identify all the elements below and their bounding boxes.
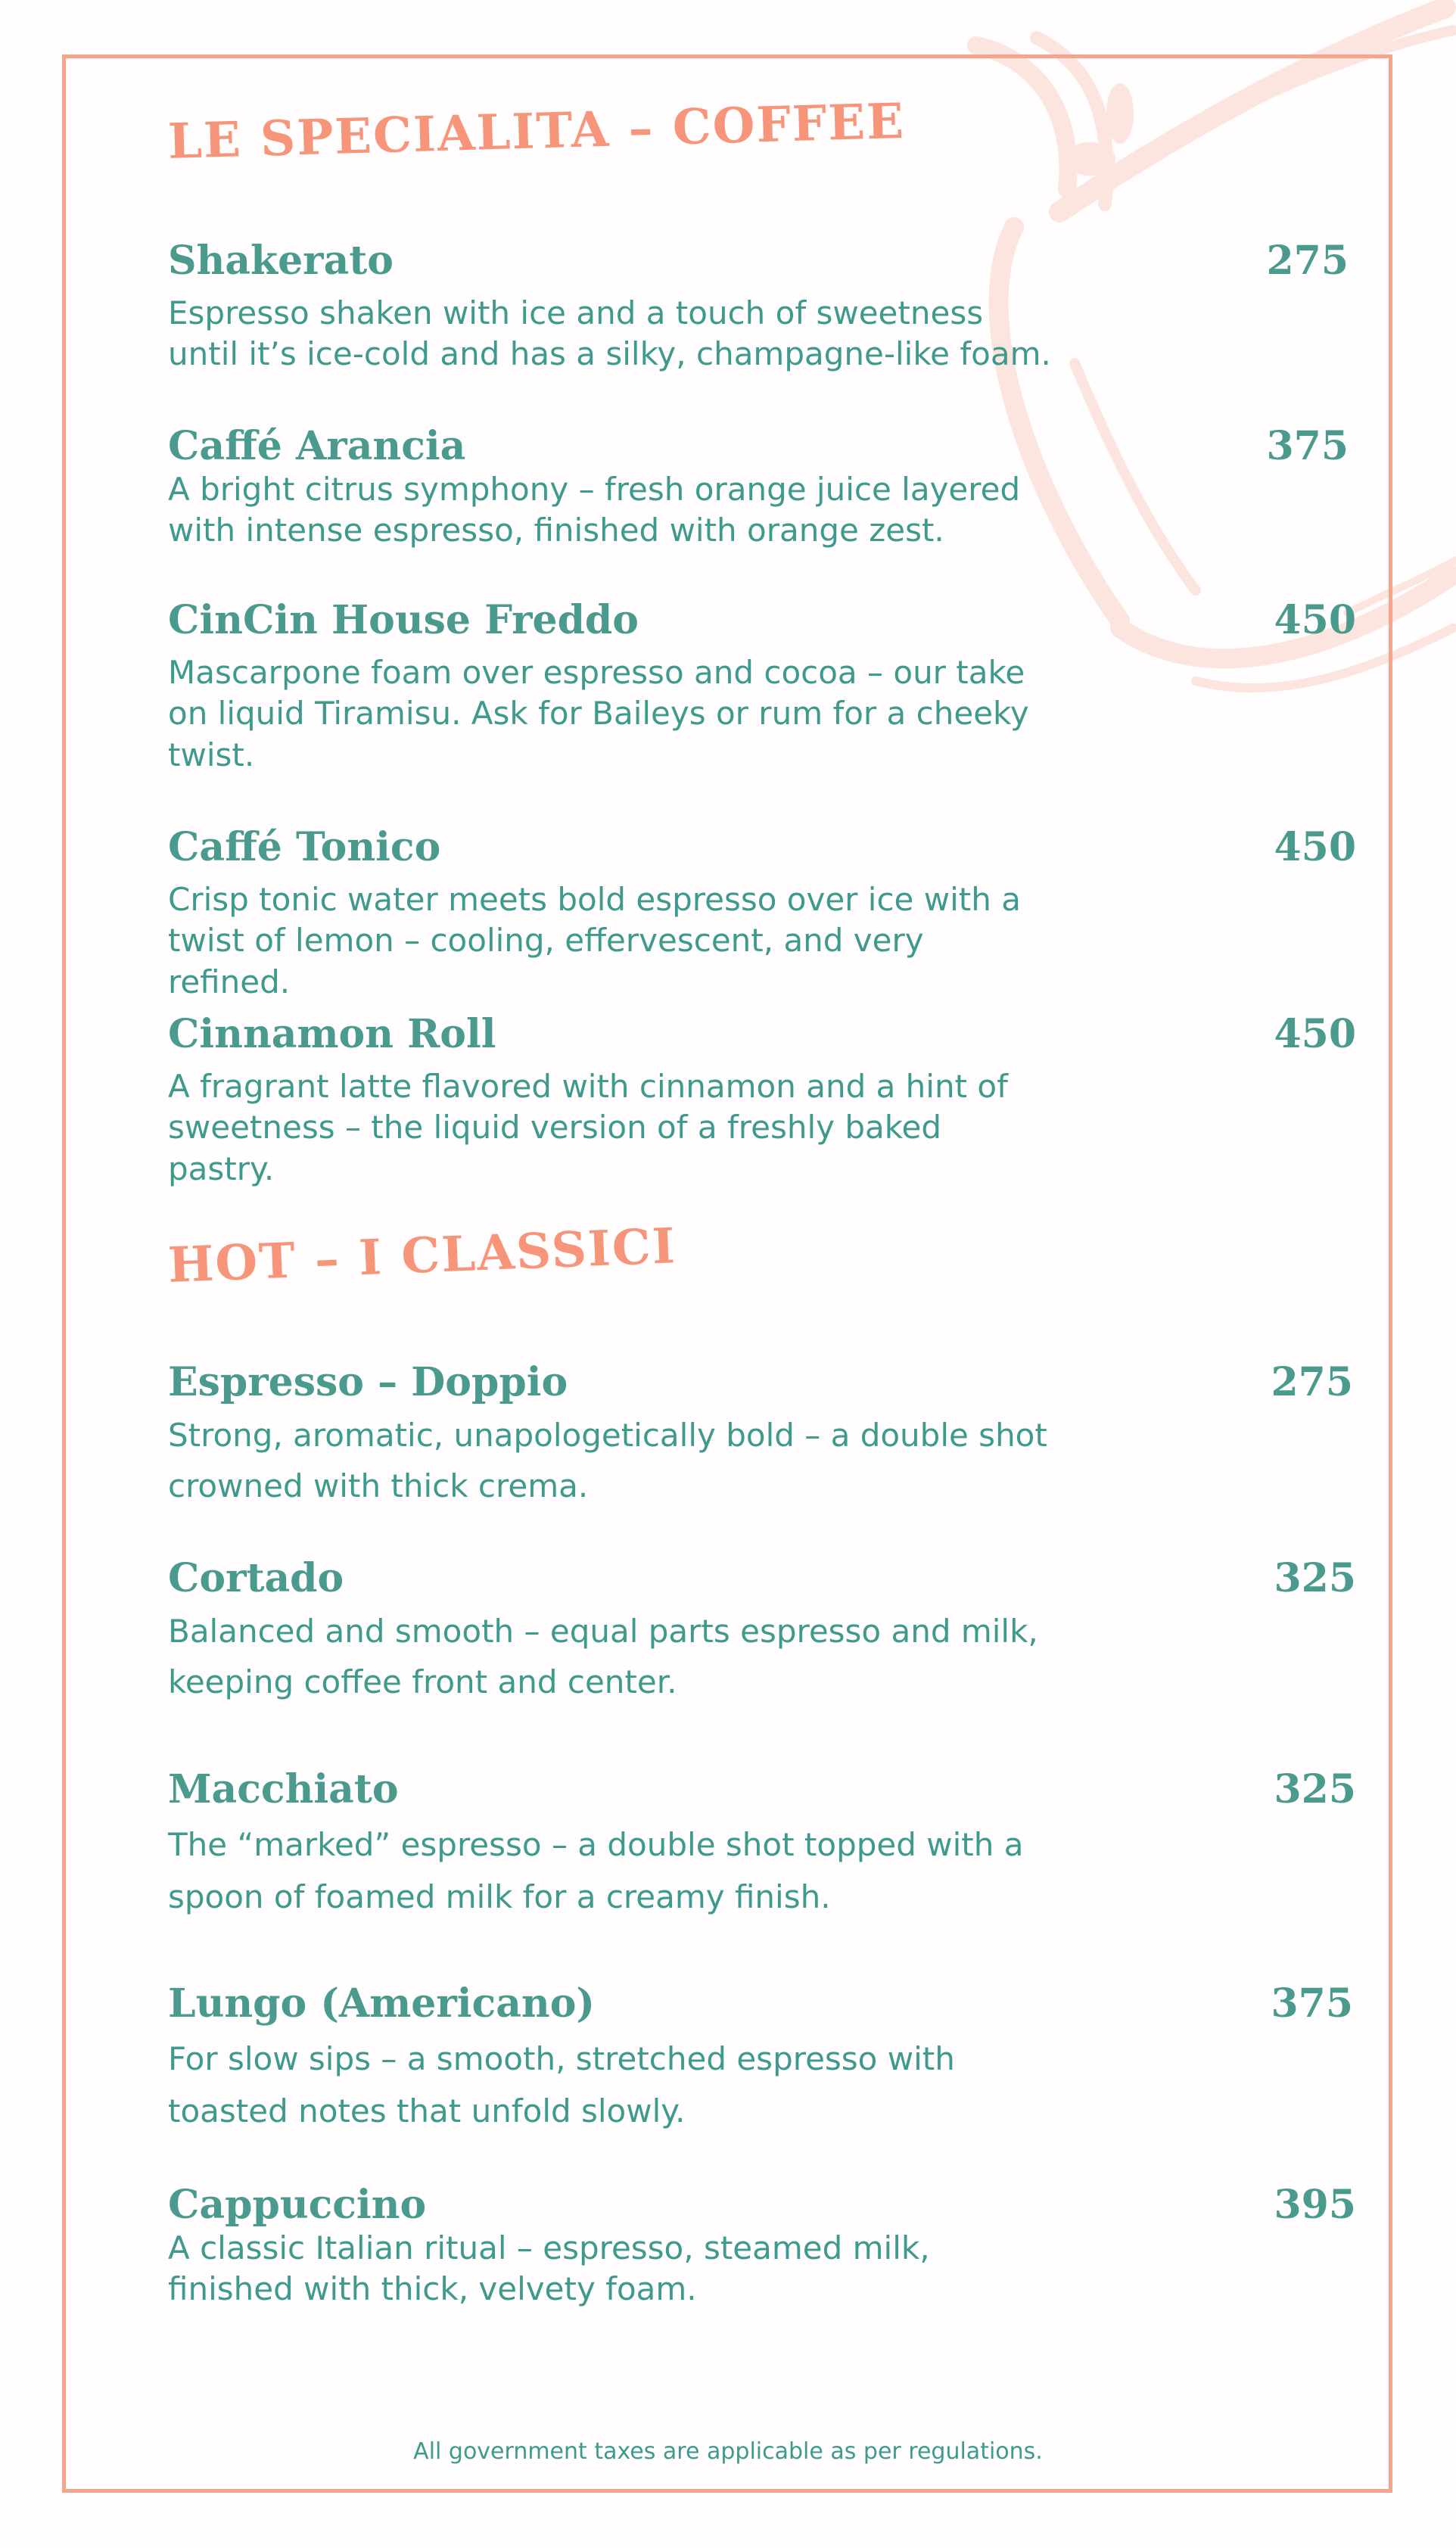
item-name: Lungo (Americano) bbox=[168, 1980, 595, 2027]
item-description: The “marked” espresso – a double shot topped with a spoon of foamed milk for a creamy finish. bbox=[168, 1825, 1024, 1916]
item-price: 325 bbox=[1274, 1555, 1356, 1601]
item-price: 450 bbox=[1274, 597, 1356, 643]
menu-item bbox=[168, 1011, 1356, 1190]
item-description: A fragrant latte flavored with cinnamon and a hint of sweetness – the liquid version of a freshly baked pastry. bbox=[168, 1067, 1008, 1187]
item-price: 450 bbox=[1274, 824, 1356, 870]
menu-item bbox=[168, 824, 1356, 1003]
menu-item bbox=[168, 1980, 1353, 2137]
item-price: 450 bbox=[1274, 1011, 1356, 1057]
menu-item bbox=[168, 597, 1356, 776]
menu-item bbox=[168, 1359, 1353, 1511]
section-title-specialita: LE SPECIALITA – COFFEE bbox=[166, 92, 906, 170]
item-description: A classic Italian ritual – espresso, steamed milk, finished with thick, velvety foam. bbox=[168, 2229, 930, 2308]
item-description: Crisp tonic water meets bold espresso over ice with a twist of lemon – cooling, effervescent, and very refined. bbox=[168, 880, 1021, 1000]
item-description: A bright citrus symphony – fresh orange juice layered with intense espresso, finished with orange zest. bbox=[168, 470, 1021, 549]
item-price: 275 bbox=[1271, 1359, 1353, 1405]
item-description: Balanced and smooth – equal parts espresso and milk, keeping coffee front and center. bbox=[168, 1612, 1038, 1700]
item-name: Cortado bbox=[168, 1555, 344, 1601]
item-name: Espresso – Doppio bbox=[168, 1359, 568, 1405]
item-description: Strong, aromatic, unapologetically bold – a double shot crowned with thick crema. bbox=[168, 1416, 1047, 1504]
item-price: 325 bbox=[1274, 1766, 1356, 1812]
item-name: Macchiato bbox=[168, 1766, 399, 1812]
item-name: CinCin House Freddo bbox=[168, 597, 639, 643]
item-price: 275 bbox=[1266, 238, 1349, 284]
menu-item bbox=[168, 238, 1349, 375]
item-description: Espresso shaken with ice and a touch of sweetness until it’s ice-cold and has a silky, champagne-like foam. bbox=[168, 294, 1051, 373]
item-price: 375 bbox=[1266, 423, 1349, 469]
menu-item bbox=[168, 2182, 1356, 2310]
section-title-classici: HOT – I CLASSICI bbox=[166, 1218, 678, 1294]
item-price: 395 bbox=[1274, 2182, 1356, 2228]
item-name: Caffé Arancia bbox=[168, 423, 466, 469]
item-description: Mascarpone foam over espresso and cocoa – our take on liquid Tiramisu. Ask for Baileys or rum for a cheeky twist. bbox=[168, 653, 1029, 773]
item-name: Caffé Tonico bbox=[168, 824, 441, 870]
menu-item bbox=[168, 1766, 1356, 1923]
menu-item bbox=[168, 423, 1349, 552]
item-description: For slow sips – a smooth, stretched espresso with toasted notes that unfold slowly. bbox=[168, 2039, 955, 2130]
tax-note: All government taxes are applicable as per regulations. bbox=[413, 2438, 1043, 2465]
item-name: Cinnamon Roll bbox=[168, 1011, 496, 1057]
item-name: Shakerato bbox=[168, 238, 394, 284]
item-name: Cappuccino bbox=[168, 2182, 427, 2228]
menu-item bbox=[168, 1555, 1356, 1707]
item-price: 375 bbox=[1271, 1980, 1353, 2027]
